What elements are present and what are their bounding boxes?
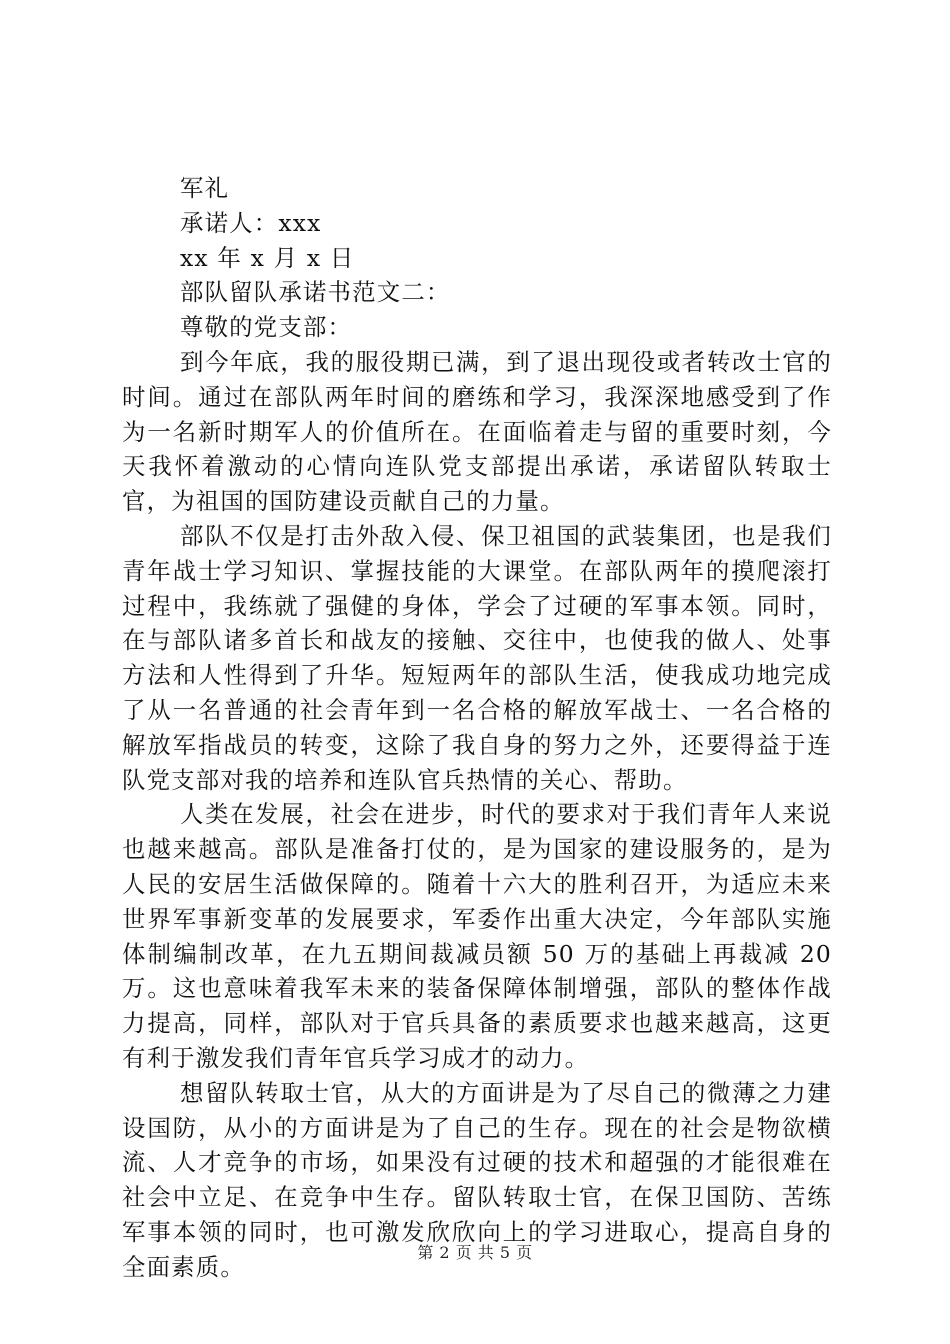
section-title: 部队留队承诺书范文二： (180, 278, 451, 307)
document-body (122, 171, 832, 1285)
paragraph-3: 人类在发展，社会在进步，时代的要求对于我们青年人来说也越来越高。部队是准备打仗的，是为国家的建设服务的，是为人民的安居生活做保障的。随着十六大的胜利召开，为适应未来世界军事新变革的发展要求，军委作出重大决定，今年部队实施体制编制改革，在九五期间裁减员额 50 万的基础上再裁减 20 万。这也意味着我军未来的装备保障体制增强，部队的整体作战力提高，同样，部队对于官兵具备的素质要求也越来越高，这更有利于激发我们青年官兵学习成才的动力。 (122, 800, 832, 1072)
page-indicator: 第 2 页 共 5 页 (417, 1243, 533, 1262)
paragraph-4: 想留队转取士官，从大的方面讲是为了尽自己的微薄之力建设国防，从小的方面讲是为了自己的生存。现在的社会是物欲横流、人才竞争的市场，如果没有过硬的技术和超强的才能很难在社会中立足、在竞争中生存。留队转取士官，在保卫国防、苦练军事本领的同时，也可激发欣欣向上的学习进取心，提高自身的全面素质。 (122, 1078, 832, 1281)
paragraph-2: 部队不仅是打击外敌入侵、保卫祖国的武装集团，也是我们青年战士学习知识、掌握技能的大课堂。在部队两年的摸爬滚打过程中，我练就了强健的身体，学会了过硬的军事本领。同时，在与部队诸多首长和战友的接触、交往中，也使我的做人、处事方法和人性得到了升华。短短两年的部队生活，使我成功地完成了从一名普通的社会青年到一名合格的解放军战士、一名合格的解放军指战员的转变，这除了我自身的努力之外，还要得益于连队党支部对我的培养和连队官兵热情的关心、帮助。 (122, 521, 832, 794)
paragraph-1: 到今年底，我的服役期已满，到了退出现役或者转改士官的时间。通过在部队两年时间的磨练和学习，我深深地感受到了作为一名新时期军人的价值所在。在面临着走与留的重要时刻，今天我怀着激动的心情向连队党支部提出承诺，承诺留队转取士官，为祖国的国防建设贡献自己的力量。 (122, 347, 832, 516)
salutation: 尊敬的党支部： (180, 313, 353, 342)
page-footer (0, 1240, 950, 1263)
signatory-line: 承诺人：xxx (180, 208, 322, 237)
date-line: xx 年 x 月 x 日 (180, 243, 355, 272)
closing-salute: 军礼 (180, 174, 230, 202)
